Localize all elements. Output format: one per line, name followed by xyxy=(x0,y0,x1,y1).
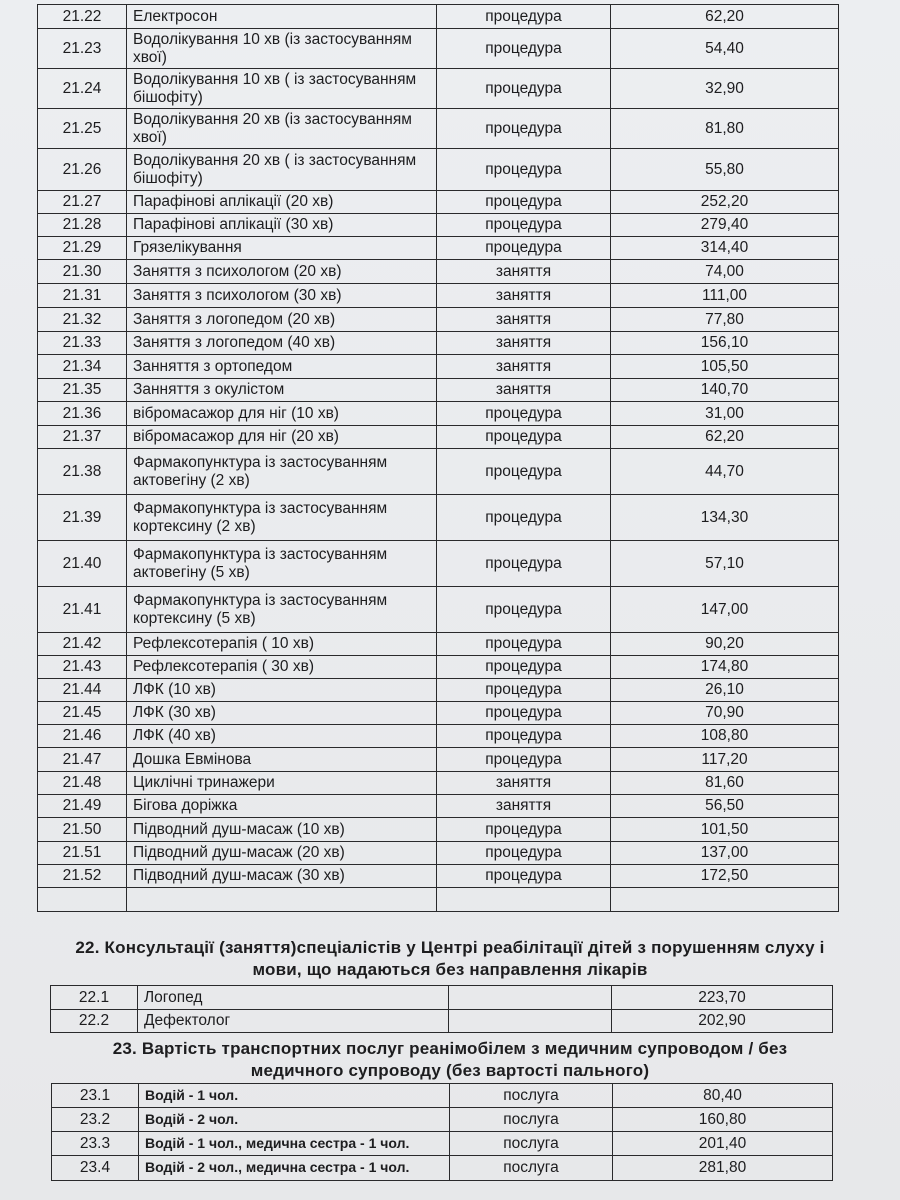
price-value: 314,40 xyxy=(611,237,839,260)
price-value: 172,50 xyxy=(611,865,839,888)
row-number: 21.36 xyxy=(38,402,127,426)
service-name: ЛФК (10 хв) xyxy=(127,679,437,702)
price-value: 223,70 xyxy=(612,986,833,1010)
service-name: Водій - 1 чол., медична сестра - 1 чол. xyxy=(139,1132,450,1156)
service-name: Занняття з ортопедом xyxy=(127,355,437,379)
service-name: Фармакопунктура із застосуванням кортексину (2 хв) xyxy=(127,495,437,541)
table-row xyxy=(52,1084,833,1108)
unit-of-measure: процедура xyxy=(437,109,611,149)
service-name: Підводний душ-масаж (10 хв) xyxy=(127,818,437,842)
row-number: 21.35 xyxy=(38,379,127,402)
service-name: Дефектолог xyxy=(138,1010,449,1033)
service-name: Водолікування 20 хв (із застосуванням хвої) xyxy=(127,109,437,149)
unit-of-measure: заняття xyxy=(437,379,611,402)
unit-of-measure: процедура xyxy=(437,865,611,888)
unit-of-measure xyxy=(449,1010,612,1033)
unit-of-measure: процедура xyxy=(437,495,611,541)
price-table-section-23 xyxy=(51,1083,833,1181)
row-number: 21.32 xyxy=(38,308,127,332)
service-name: Водолікування 10 хв (із застосуванням хвої) xyxy=(127,29,437,69)
service-name: Грязелікування xyxy=(127,237,437,260)
service-name: ЛФК (30 хв) xyxy=(127,702,437,725)
unit-of-measure: процедура xyxy=(437,587,611,633)
unit-of-measure: процедура xyxy=(437,5,611,29)
row-number: 22.2 xyxy=(51,1010,138,1033)
price-value: 281,80 xyxy=(613,1156,833,1181)
table-row xyxy=(52,1156,833,1181)
price-value: 202,90 xyxy=(612,1010,833,1033)
row-number: 21.41 xyxy=(38,587,127,633)
table-row xyxy=(38,888,839,912)
row-number: 21.33 xyxy=(38,332,127,355)
price-value: 55,80 xyxy=(611,149,839,191)
unit-of-measure: процедура xyxy=(437,541,611,587)
unit-of-measure: заняття xyxy=(437,355,611,379)
price-value: 147,00 xyxy=(611,587,839,633)
row-number: 21.22 xyxy=(38,5,127,29)
row-number: 21.47 xyxy=(38,748,127,772)
row-number: 23.2 xyxy=(52,1108,139,1132)
table-row xyxy=(38,191,839,214)
service-name: Парафінові аплікації (20 хв) xyxy=(127,191,437,214)
row-number: 21.26 xyxy=(38,149,127,191)
table-row xyxy=(51,1010,833,1033)
row-number: 21.34 xyxy=(38,355,127,379)
service-name: вібромасажор для ніг (20 хв) xyxy=(127,426,437,449)
service-name: Водій - 1 чол. xyxy=(139,1084,450,1108)
section-22-heading: 22. Консультації (заняття)спеціалістів у Центрі реабілітації дітей з порушенням слуху і мови, що надаються без направлення лікарів xyxy=(75,938,825,979)
unit-of-measure: процедура xyxy=(437,679,611,702)
price-value: 201,40 xyxy=(613,1132,833,1156)
row-number: 21.29 xyxy=(38,237,127,260)
table-row xyxy=(38,355,839,379)
section-23-heading: 23. Вартість транспортних послуг реанімобілем з медичним супроводом / без медичного супроводу (без вартості пального) xyxy=(112,1039,788,1080)
unit-of-measure: процедура xyxy=(437,725,611,748)
service-name: Заняття з психологом (30 хв) xyxy=(127,284,437,308)
price-value: 44,70 xyxy=(611,449,839,495)
unit-of-measure: процедура xyxy=(437,633,611,656)
price-value: 26,10 xyxy=(611,679,839,702)
row-number: 23.3 xyxy=(52,1132,139,1156)
price-value: 77,80 xyxy=(611,308,839,332)
service-name: Підводний душ-масаж (30 хв) xyxy=(127,865,437,888)
service-name: Електросон xyxy=(127,5,437,29)
price-value: 117,20 xyxy=(611,748,839,772)
unit-of-measure: процедура xyxy=(437,842,611,865)
row-number: 21.42 xyxy=(38,633,127,656)
service-name: Занняття з окулістом xyxy=(127,379,437,402)
price-value: 105,50 xyxy=(611,355,839,379)
price-value: 252,20 xyxy=(611,191,839,214)
service-name: Підводний душ-масаж (20 хв) xyxy=(127,842,437,865)
row-number: 21.24 xyxy=(38,69,127,109)
table-row xyxy=(38,842,839,865)
table-row xyxy=(38,29,839,69)
service-name: Заняття з психологом (20 хв) xyxy=(127,260,437,284)
unit-of-measure: процедура xyxy=(437,818,611,842)
table-row xyxy=(38,449,839,495)
price-table-section-22 xyxy=(50,985,833,1033)
price-value: 111,00 xyxy=(611,284,839,308)
unit-of-measure: заняття xyxy=(437,332,611,355)
service-name: Бігова доріжка xyxy=(127,795,437,818)
row-number: 21.28 xyxy=(38,214,127,237)
unit-of-measure: процедура xyxy=(437,214,611,237)
unit-of-measure: процедура xyxy=(437,449,611,495)
row-number: 21.45 xyxy=(38,702,127,725)
price-value: 32,90 xyxy=(611,69,839,109)
table-row xyxy=(38,379,839,402)
row-number: 21.40 xyxy=(38,541,127,587)
unit-of-measure xyxy=(449,986,612,1010)
unit-of-measure: послуга xyxy=(450,1132,613,1156)
unit-of-measure: заняття xyxy=(437,795,611,818)
row-number: 21.48 xyxy=(38,772,127,795)
price-value: 54,40 xyxy=(611,29,839,69)
table-row xyxy=(38,748,839,772)
unit-of-measure: процедура xyxy=(437,237,611,260)
price-value: 62,20 xyxy=(611,5,839,29)
row-number: 21.39 xyxy=(38,495,127,541)
table-row xyxy=(38,656,839,679)
price-value: 81,60 xyxy=(611,772,839,795)
row-number: 21.49 xyxy=(38,795,127,818)
price-value: 101,50 xyxy=(611,818,839,842)
row-number: 21.50 xyxy=(38,818,127,842)
table-row xyxy=(38,495,839,541)
table-row xyxy=(38,402,839,426)
price-value: 108,80 xyxy=(611,725,839,748)
unit-of-measure: послуга xyxy=(450,1084,613,1108)
row-number: 23.1 xyxy=(52,1084,139,1108)
service-name: ЛФК (40 хв) xyxy=(127,725,437,748)
unit-of-measure: заняття xyxy=(437,772,611,795)
unit-of-measure: послуга xyxy=(450,1156,613,1181)
table-row xyxy=(52,1132,833,1156)
unit-of-measure: процедура xyxy=(437,69,611,109)
table-row xyxy=(38,332,839,355)
price-value: 70,90 xyxy=(611,702,839,725)
service-name: Заняття з логопедом (40 хв) xyxy=(127,332,437,355)
row-number: 21.44 xyxy=(38,679,127,702)
unit-of-measure: послуга xyxy=(450,1108,613,1132)
price-value: 140,70 xyxy=(611,379,839,402)
price-value: 31,00 xyxy=(611,402,839,426)
row-number: 21.46 xyxy=(38,725,127,748)
unit-of-measure: заняття xyxy=(437,308,611,332)
unit-of-measure: процедура xyxy=(437,656,611,679)
price-value: 160,80 xyxy=(613,1108,833,1132)
price-value: 279,40 xyxy=(611,214,839,237)
price-value: 57,10 xyxy=(611,541,839,587)
price-value: 137,00 xyxy=(611,842,839,865)
row-number: 21.37 xyxy=(38,426,127,449)
unit-of-measure: процедура xyxy=(437,149,611,191)
row-number xyxy=(38,888,127,912)
row-number: 21.27 xyxy=(38,191,127,214)
table-row xyxy=(38,69,839,109)
service-name xyxy=(127,888,437,912)
price-value: 80,40 xyxy=(613,1084,833,1108)
unit-of-measure: заняття xyxy=(437,284,611,308)
service-name: вібромасажор для ніг (10 хв) xyxy=(127,402,437,426)
price-value: 74,00 xyxy=(611,260,839,284)
service-name: Логопед xyxy=(138,986,449,1010)
price-value: 174,80 xyxy=(611,656,839,679)
row-number: 21.31 xyxy=(38,284,127,308)
table-row xyxy=(38,702,839,725)
unit-of-measure: процедура xyxy=(437,402,611,426)
table-row xyxy=(38,260,839,284)
price-value: 134,30 xyxy=(611,495,839,541)
row-number: 21.23 xyxy=(38,29,127,69)
table-row xyxy=(38,633,839,656)
service-name: Водолікування 10 хв ( із застосуванням бішофіту) xyxy=(127,69,437,109)
table-row xyxy=(38,795,839,818)
table-row xyxy=(38,5,839,29)
table-row xyxy=(38,541,839,587)
unit-of-measure: процедура xyxy=(437,702,611,725)
row-number: 21.51 xyxy=(38,842,127,865)
table-row xyxy=(38,109,839,149)
price-value: 56,50 xyxy=(611,795,839,818)
row-number: 23.4 xyxy=(52,1156,139,1181)
table-row xyxy=(38,284,839,308)
price-value: 90,20 xyxy=(611,633,839,656)
service-name: Циклічні тринажери xyxy=(127,772,437,795)
row-number: 21.52 xyxy=(38,865,127,888)
price-value: 81,80 xyxy=(611,109,839,149)
service-name: Дошка Евмінова xyxy=(127,748,437,772)
service-name: Рефлексотерапія ( 10 хв) xyxy=(127,633,437,656)
price-table-section-21 xyxy=(37,4,839,912)
service-name: Водолікування 20 хв ( із застосуванням бішофіту) xyxy=(127,149,437,191)
price-value xyxy=(611,888,839,912)
table-row xyxy=(38,818,839,842)
row-number: 21.25 xyxy=(38,109,127,149)
service-name: Водій - 2 чол. xyxy=(139,1108,450,1132)
table-row xyxy=(38,214,839,237)
table-row xyxy=(38,308,839,332)
service-name: Водій - 2 чол., медична сестра - 1 чол. xyxy=(139,1156,450,1181)
unit-of-measure: процедура xyxy=(437,191,611,214)
table-row xyxy=(38,772,839,795)
row-number: 22.1 xyxy=(51,986,138,1010)
table-row xyxy=(38,426,839,449)
unit-of-measure xyxy=(437,888,611,912)
row-number: 21.38 xyxy=(38,449,127,495)
service-name: Фармакопунктура із застосуванням актовегіну (2 хв) xyxy=(127,449,437,495)
price-value: 62,20 xyxy=(611,426,839,449)
service-name: Заняття з логопедом (20 хв) xyxy=(127,308,437,332)
table-row xyxy=(38,587,839,633)
unit-of-measure: процедура xyxy=(437,29,611,69)
row-number: 21.30 xyxy=(38,260,127,284)
unit-of-measure: заняття xyxy=(437,260,611,284)
table-row xyxy=(38,725,839,748)
unit-of-measure: процедура xyxy=(437,748,611,772)
price-value: 156,10 xyxy=(611,332,839,355)
table-row xyxy=(52,1108,833,1132)
table-row xyxy=(38,865,839,888)
unit-of-measure: процедура xyxy=(437,426,611,449)
row-number: 21.43 xyxy=(38,656,127,679)
service-name: Парафінові аплікації (30 хв) xyxy=(127,214,437,237)
table-row xyxy=(38,149,839,191)
service-name: Рефлексотерапія ( 30 хв) xyxy=(127,656,437,679)
service-name: Фармакопунктура із застосуванням кортексину (5 хв) xyxy=(127,587,437,633)
table-row xyxy=(51,986,833,1010)
service-name: Фармакопунктура із застосуванням актовегіну (5 хв) xyxy=(127,541,437,587)
table-row xyxy=(38,679,839,702)
table-row xyxy=(38,237,839,260)
